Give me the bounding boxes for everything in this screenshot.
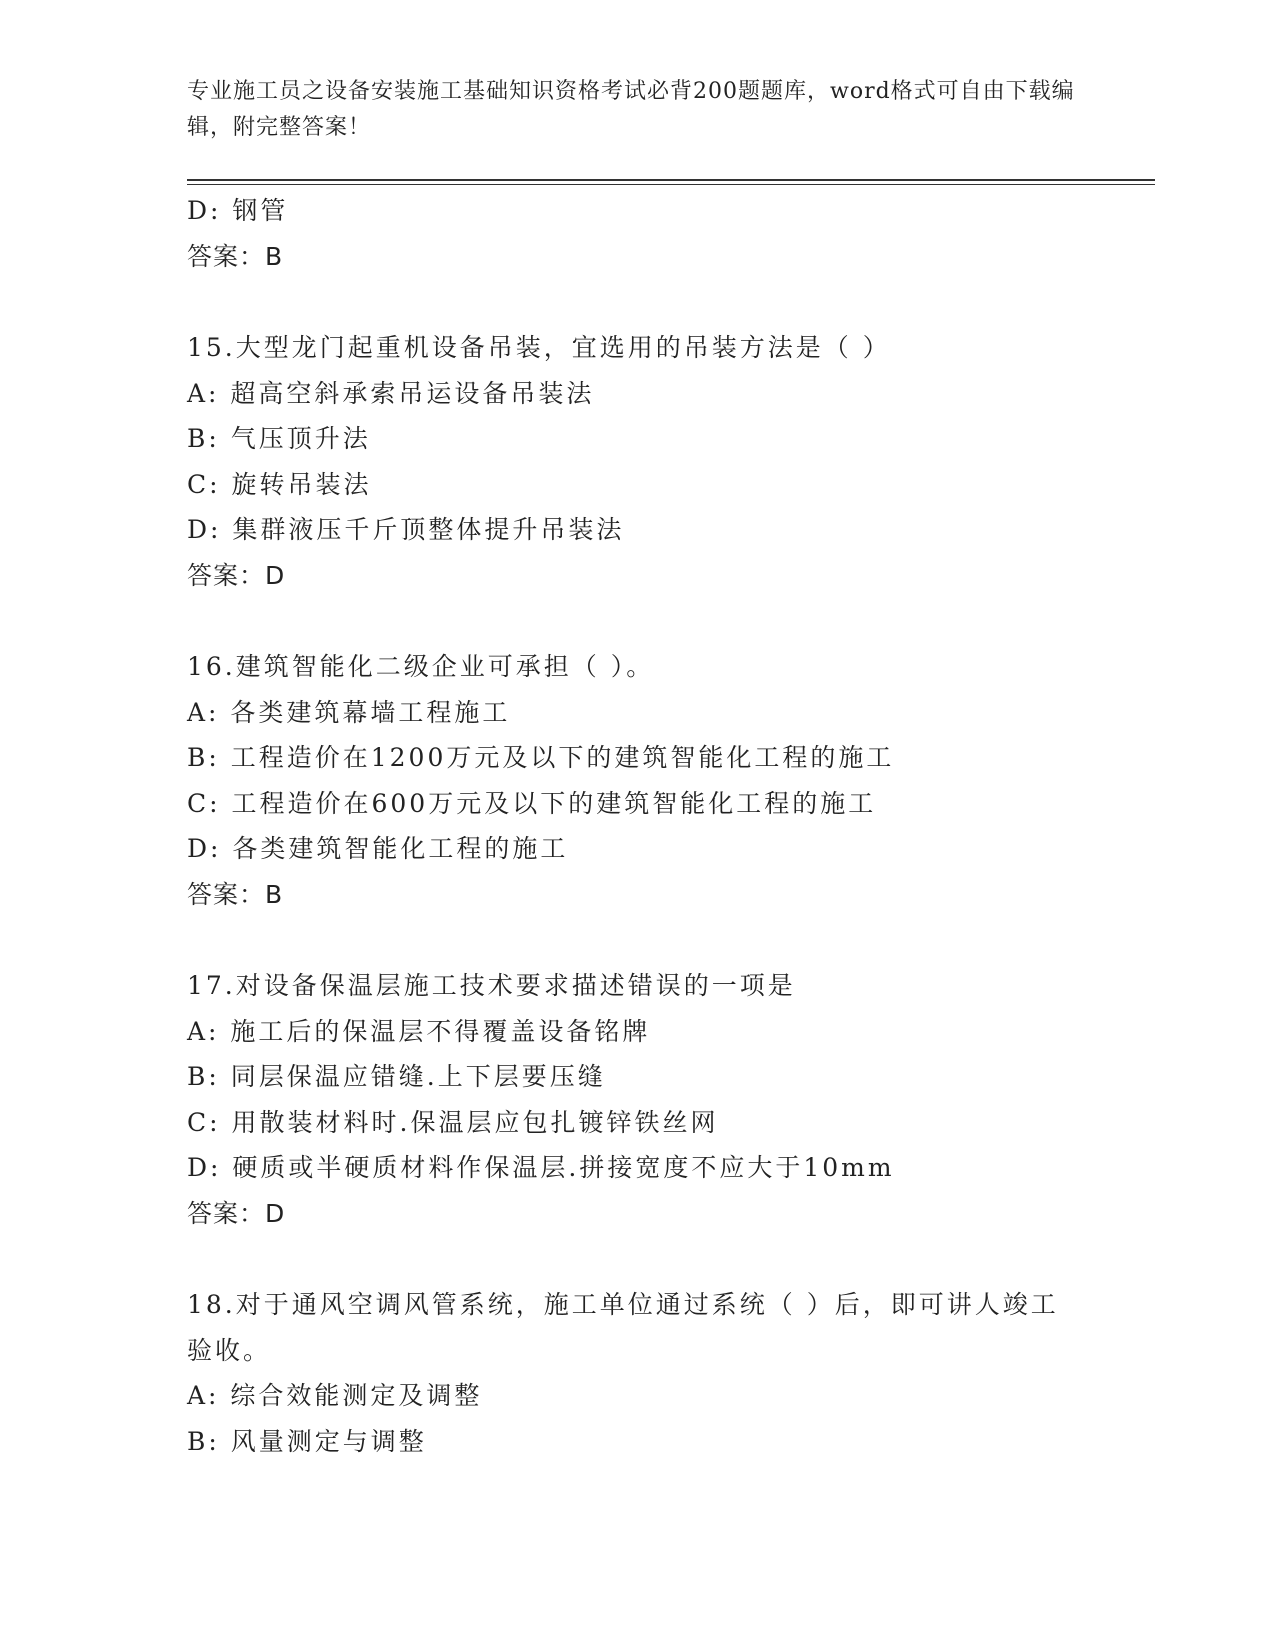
question-15 <box>187 325 1087 598</box>
option-a: A: 各类建筑幕墙工程施工 <box>187 697 511 727</box>
question-16 <box>187 644 1087 917</box>
fragment-answer: 答案：B <box>187 241 284 271</box>
option-b: B: 同层保温应错缝.上下层要压缝 <box>187 1062 606 1091</box>
option-a: A: 施工后的保温层不得覆盖设备铭牌 <box>187 1016 651 1046</box>
header-divider-thick <box>187 179 1155 181</box>
answer: 答案：D <box>187 1198 286 1228</box>
answer: 答案：B <box>187 879 284 909</box>
spacer <box>187 1236 1087 1282</box>
option-a: A: 超高空斜承索吊运设备吊装法 <box>187 378 595 408</box>
option-b: B: 风量测定与调整 <box>187 1426 427 1456</box>
option-c: C: 工程造价在600万元及以下的建筑智能化工程的施工 <box>187 788 877 818</box>
question-text: 16.建筑智能化二级企业可承担（ ）。 <box>187 652 655 681</box>
question-list <box>187 188 1087 1464</box>
header-divider-thin <box>187 184 1155 185</box>
spacer <box>187 917 1087 963</box>
option-d: D: 硬质或半硬质材料作保温层.拼接宽度不应大于10mm <box>187 1153 895 1182</box>
spacer <box>187 279 1087 325</box>
option-c: C: 旋转吊装法 <box>187 469 372 499</box>
document-header: 专业施工员之设备安装施工基础知识资格考试必背200题题库，word格式可自由下载编辑，附完整答案！ <box>187 79 1075 140</box>
option-d: D: 集群液压千斤顶整体提升吊装法 <box>187 515 625 544</box>
option-d: D: 各类建筑智能化工程的施工 <box>187 834 569 863</box>
question-text: 15.大型龙门起重机设备吊装，宜选用的吊装方法是（ ） <box>187 333 891 362</box>
option-b: B: 工程造价在1200万元及以下的建筑智能化工程的施工 <box>187 743 895 772</box>
option-c: C: 用散装材料时.保温层应包扎镀锌铁丝网 <box>187 1107 719 1137</box>
question-18 <box>187 1282 1087 1464</box>
fragment-option-d: D: 钢管 <box>187 196 289 225</box>
answer: 答案：D <box>187 560 286 590</box>
question-text: 17.对设备保温层施工技术要求描述错误的一项是 <box>187 971 796 1000</box>
option-a: A: 综合效能测定及调整 <box>187 1381 483 1410</box>
spacer <box>187 598 1087 644</box>
option-b: B: 气压顶升法 <box>187 424 371 453</box>
question-17 <box>187 963 1087 1236</box>
question-text: 18.对于通风空调风管系统，施工单位通过系统（ ）后，即可讲人竣工验收。 <box>187 1290 1059 1365</box>
